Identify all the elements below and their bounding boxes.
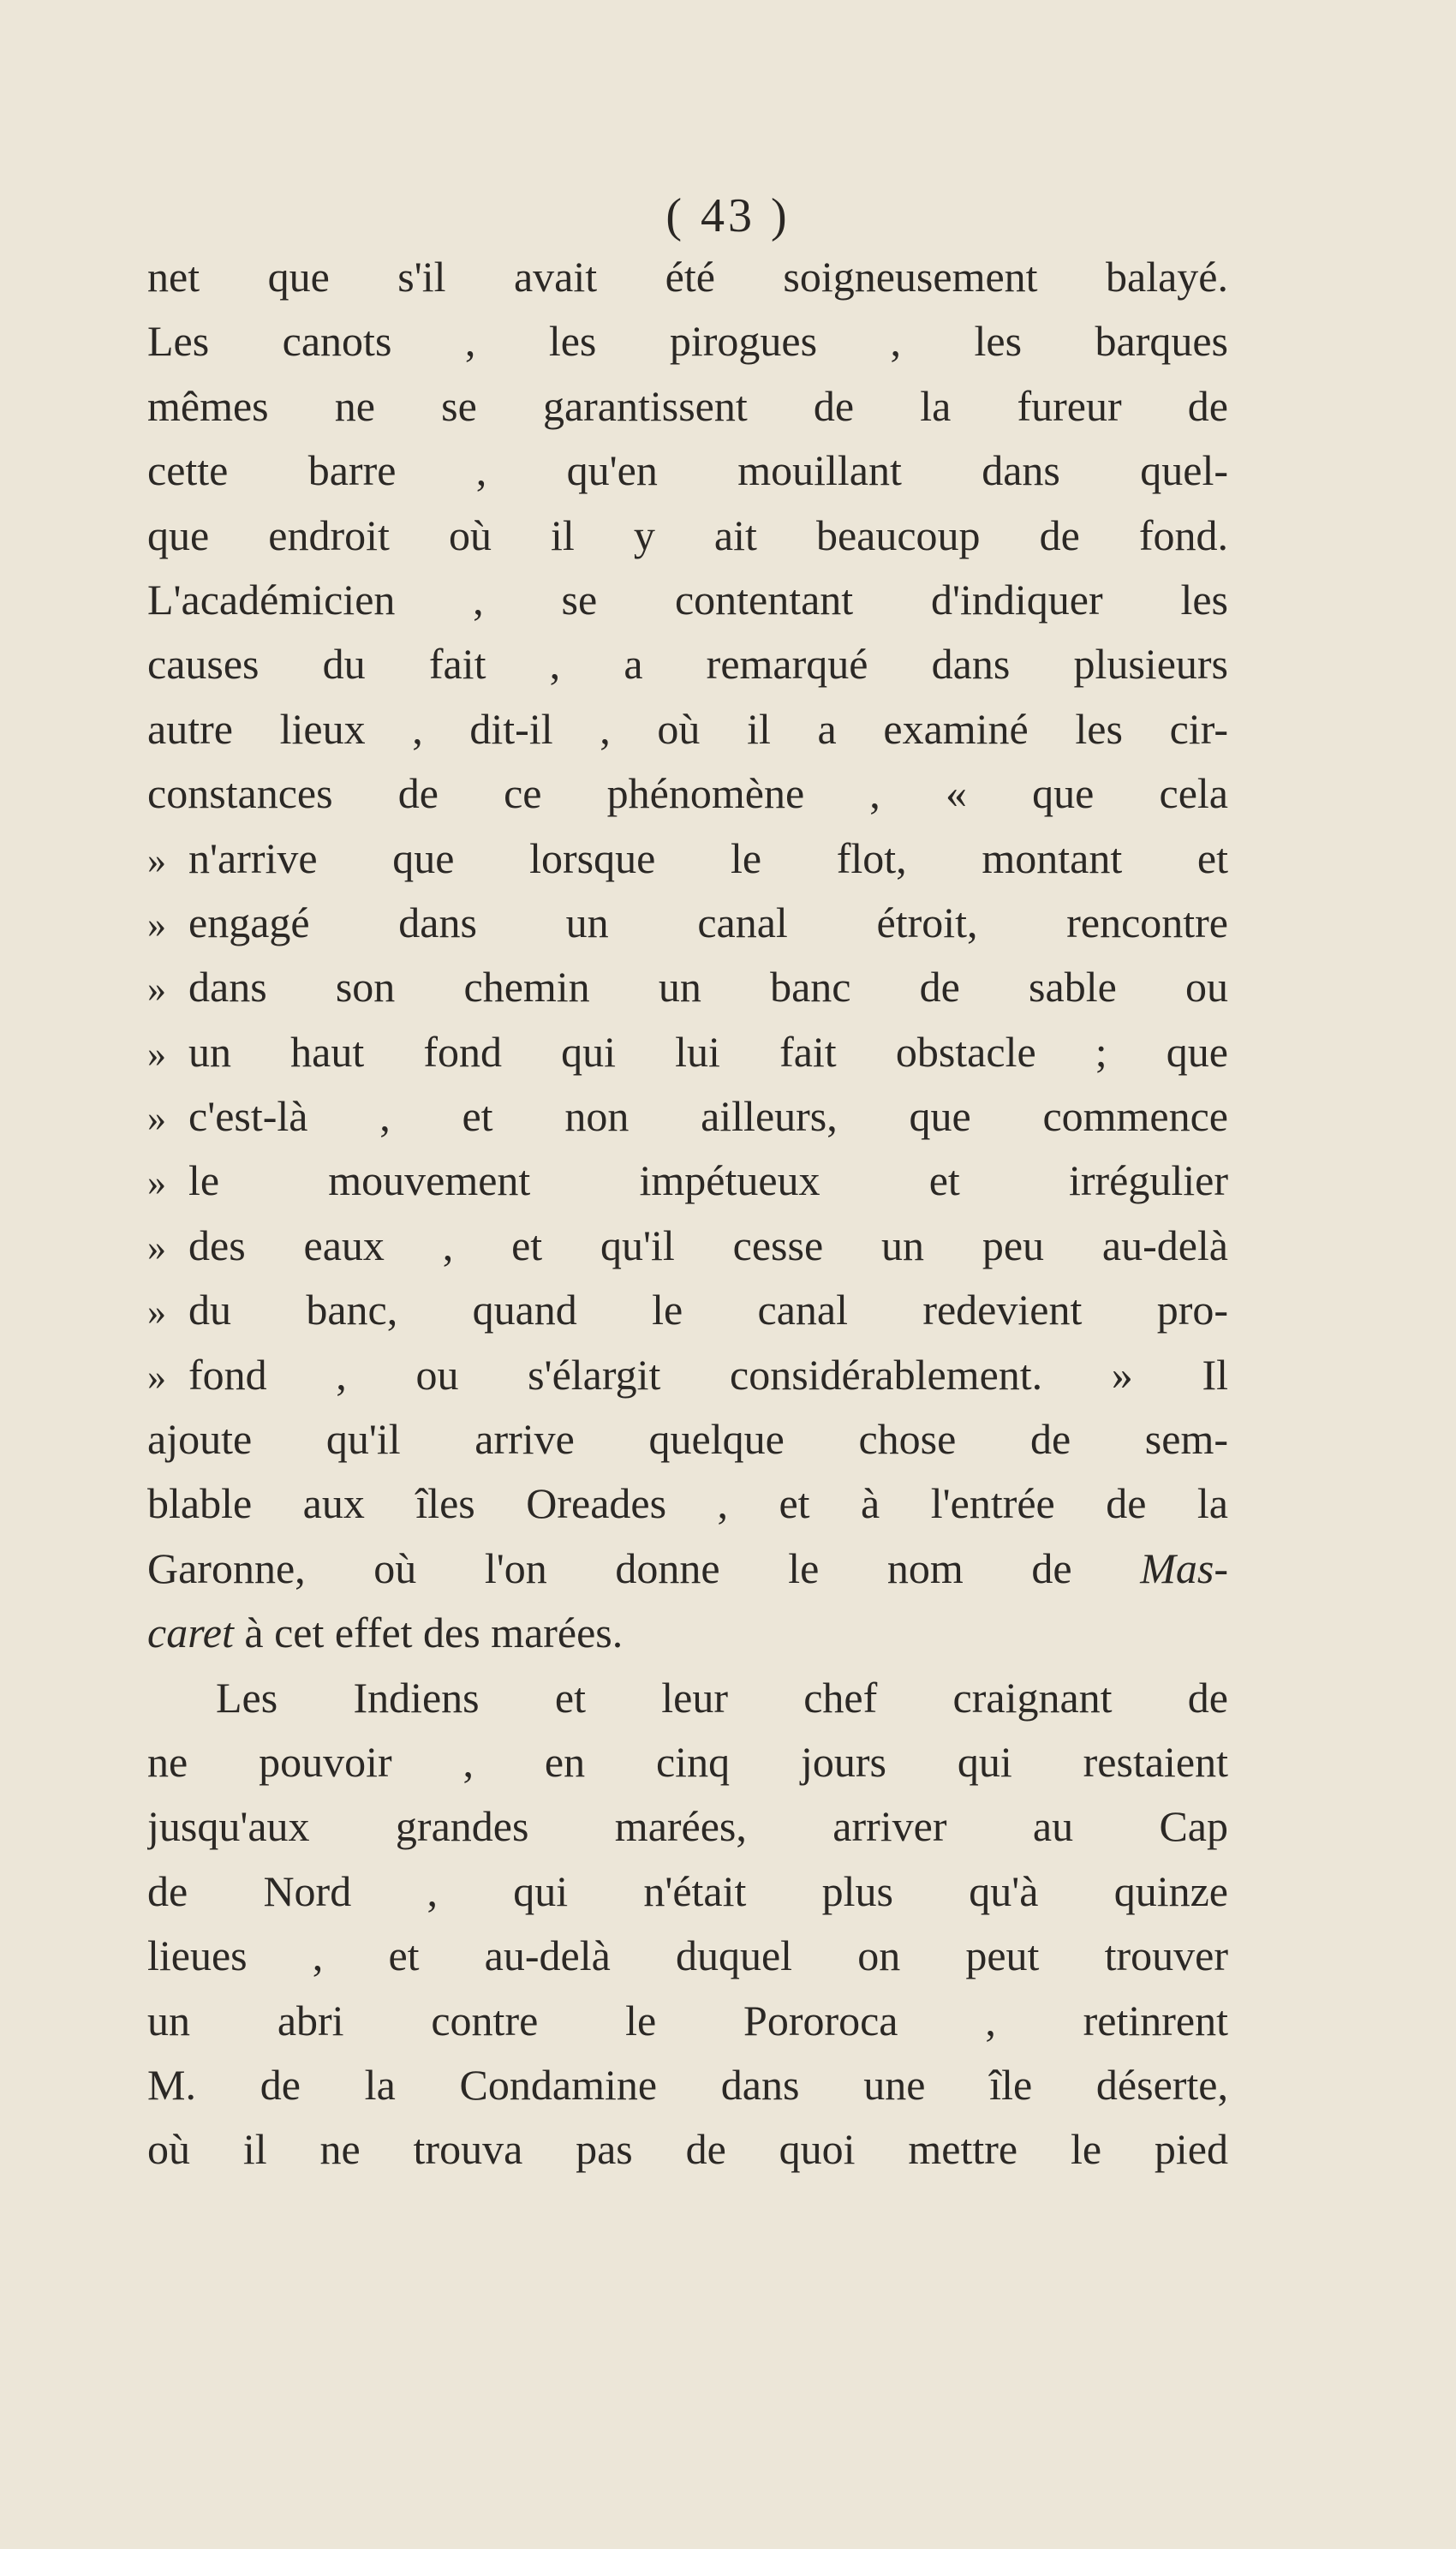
quoted-line: » dans son chemin un banc de sable ou <box>147 955 1228 1019</box>
quoted-line: » c'est-là , et non ailleurs, que commence <box>147 1084 1228 1149</box>
text-line: caret à cet effet des marées. <box>147 1609 624 1657</box>
text-line: mêmes ne se garantissent de la fureur de <box>147 381 1228 430</box>
page-number: ( 43 ) <box>665 189 791 242</box>
quote-mark: » <box>147 968 166 1011</box>
body-text <box>147 245 1228 2182</box>
text-line: Garonne, où l'on donne le nom de Mas- <box>147 1543 1228 1592</box>
text-line: net que s'il avait été soigneusement balayé. <box>147 253 1228 301</box>
text-line: lieues , et au-delà duquel on peut trouver <box>147 1931 1228 1980</box>
quote-mark: » <box>147 839 166 881</box>
quoted-line: » fond , ou s'élargit considérablement. » Il <box>147 1343 1228 1407</box>
quote-mark: » <box>147 1226 166 1269</box>
text-line: ajoute qu'il arrive quelque chose de sem- <box>147 1415 1228 1464</box>
quote-mark: » <box>147 1097 166 1140</box>
quoted-line: » engagé dans un canal étroit, rencontre <box>147 891 1228 955</box>
text-line: autre lieux , dit-il , où il a examiné les cir- <box>147 704 1228 753</box>
text-line: L'académicien , se contentant d'indiquer les <box>147 575 1228 624</box>
quoted-line: » le mouvement impétueux et irrégulier <box>147 1149 1228 1213</box>
text-line: un abri contre le Pororoca , retinrent <box>147 1996 1228 2045</box>
text-line: Les canots , les pirogues , les barques <box>147 317 1228 366</box>
quote-mark: » <box>147 903 166 946</box>
text-line: où il ne trouva pas de quoi mettre le pied <box>147 2125 1228 2174</box>
text-line: constances de ce phénomène , « que cela <box>147 769 1228 818</box>
paragraph-start-line: Les Indiens et leur chef craignant de <box>216 1673 1228 1722</box>
quoted-line: » des eaux , et qu'il cesse un peu au-delà <box>147 1214 1228 1278</box>
text-line: que endroit où il y ait beaucoup de fond. <box>147 510 1228 559</box>
quote-mark: » <box>147 1161 166 1204</box>
text-line: M. de la Condamine dans une île déserte, <box>147 2060 1228 2109</box>
italic-word: Mas- <box>1140 1543 1228 1592</box>
quote-mark: » <box>147 1291 166 1334</box>
italic-word: caret <box>147 1609 234 1657</box>
quote-mark: » <box>147 1032 166 1075</box>
text-line: jusqu'aux grandes marées, arriver au Cap <box>147 1802 1228 1851</box>
text-line: de Nord , qui n'était plus qu'à quinze <box>147 1866 1228 1915</box>
text-line: ne pouvoir , en cinq jours qui restaient <box>147 1737 1228 1786</box>
quoted-line: » n'arrive que lorsque le flot, montant et <box>147 827 1228 891</box>
quote-mark: » <box>147 1355 166 1398</box>
quoted-line: » du banc, quand le canal redevient pro- <box>147 1278 1228 1342</box>
text-line: causes du fait , a remarqué dans plusieurs <box>147 640 1228 689</box>
quoted-line: » un haut fond qui lui fait obstacle ; que <box>147 1020 1228 1084</box>
text-line: blable aux îles Oreades , et à l'entrée de la <box>147 1479 1228 1528</box>
text-line: cette barre , qu'en mouillant dans quel- <box>147 446 1228 495</box>
